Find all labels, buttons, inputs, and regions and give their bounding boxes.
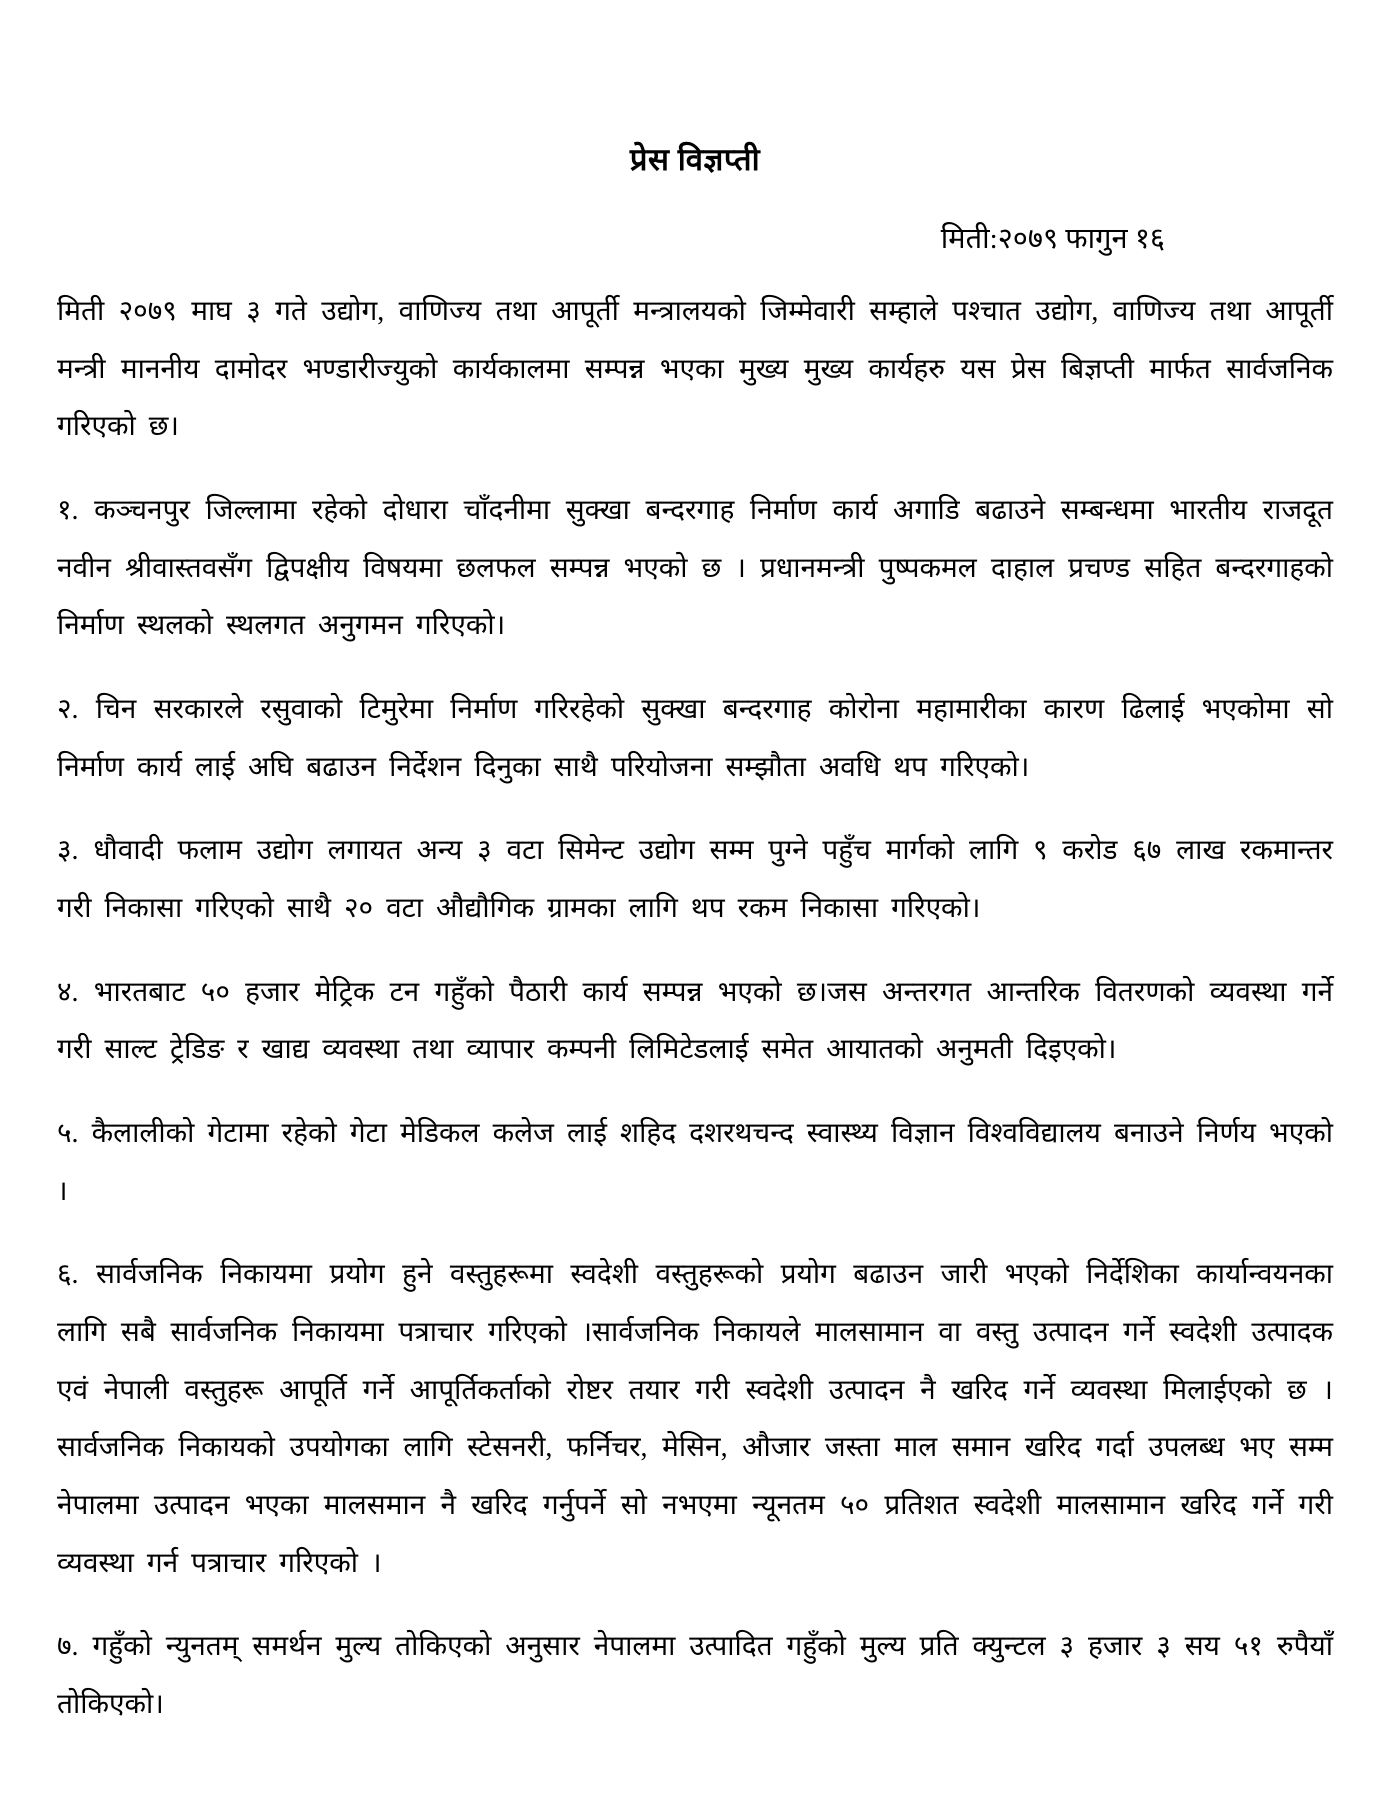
- press-item-7: ७. गहुँको न्युनतम् समर्थन मुल्य तोकिएको अनुसार नेपालमा उत्पादित गहुँको मुल्य प्रति क्युन्टल ३ हजार ३ सय ५१ रुपैयाँ तोकिएको।: [57, 1631, 1333, 1721]
- press-item-6: ६. सार्वजनिक निकायमा प्रयोग हुने वस्तुहरूमा स्वदेशी वस्तुहरूको प्रयोग बढाउन जारी भएको निर्देशिका कार्यान्वयनका लागि सबै सार्वजनिक निकायमा पत्राचार गरिएको ।सार्वजनिक निकायले मालसामान वा वस्तु उत्पादन गर्ने स्वदेशी उत्पादक एवं नेपाली वस्तुहरू आपूर्ति गर्ने आपूर्तिकर्ताको रोष्टर तयार गरी स्वदेशी उत्पादन नै खरिद गर्ने व्यवस्था मिलाईएको छ ।सार्वजनिक निकायको उपयोगका लागि स्टेसनरी, फर्निचर, मेसिन, औजार जस्ता माल समान खरिद गर्दा उपलब्ध भए सम्म नेपालमा उत्पादन भएका मालसमान नै खरिद गर्नुपर्ने सो नभएमा न्यूनतम ५० प्रतिशत स्वदेशी मालसामान खरिद गर्ने गरी व्यवस्था गर्न पत्राचार गरिएको ।: [57, 1259, 1333, 1579]
- press-item-4: ४. भारतबाट ५० हजार मेट्रिक टन गहुँको पैठारी कार्य सम्पन्न भएको छ।जस अन्तरगत आन्तरिक वितरणको व्यवस्था गर्ने गरी साल्ट ट्रेडिङ र खाद्य व्यवस्था तथा व्यापार कम्पनी लिमिटेडलाई समेत आयातको अनुमती दिइएको।: [57, 976, 1333, 1066]
- press-item-1: १. कञ्चनपुर जिल्लामा रहेको दोधारा चाँदनीमा सुक्खा बन्दरगाह निर्माण कार्य अगाडि बढाउने सम्बन्धमा भारतीय राजदूत नवीन श्रीवास्तवसँग द्विपक्षीय विषयमा छलफल सम्पन्न भएको छ । प्रधानमन्त्री पुष्पकमल दाहाल प्रचण्ड सहित बन्दरगाहको निर्माण स्थलको स्थलगत अनुगमन गरिएको।: [57, 495, 1333, 642]
- press-item-3: ३. धौवादी फलाम उद्योग लगायत अन्य ३ वटा सिमेन्ट उद्योग सम्म पुग्ने पहुँच मार्गको लागि ९ करोड ६७ लाख रकमान्तर गरी निकासा गरिएको साथै २० वटा औद्यौगिक ग्रामका लागि थप रकम निकासा गरिएको।: [57, 835, 1333, 925]
- press-item-2: २. चिन सरकारले रसुवाको टिमुरेमा निर्माण गरिरहेको सुक्खा बन्दरगाह कोरोना महामारीका कारण ढिलाई भएकोमा सो निर्माण कार्य लाई अघि बढाउन निर्देशन दिनुका साथै परियोजना सम्झौता अवधि थप गरिएको।: [57, 694, 1333, 783]
- document-title: प्रेस विज्ञप्ती: [629, 142, 761, 177]
- intro-paragraph: मिती २०७९ माघ ३ गते उद्योग, वाणिज्य तथा आपूर्ती मन्त्रालयको जिम्मेवारी सम्हाले पश्चात उद्योग, वाणिज्य तथा आपूर्ती मन्त्री माननीय दामोदर भण्डारीज्युको कार्यकालमा सम्पन्न भएका मुख्य मुख्य कार्यहरु यस प्रेस बिज्ञप्ती मार्फत सार्वजनिक गरिएको छ।: [57, 296, 1333, 443]
- press-item-5: ५. कैलालीको गेटामा रहेको गेटा मेडिकल कलेज लाई शहिद दशरथचन्द स्वास्थ्य विज्ञान विश्वविद्यालय बनाउने निर्णय भएको ।: [57, 1118, 1333, 1207]
- date-line: मिती:२०७९ फागुन १६: [940, 223, 1165, 255]
